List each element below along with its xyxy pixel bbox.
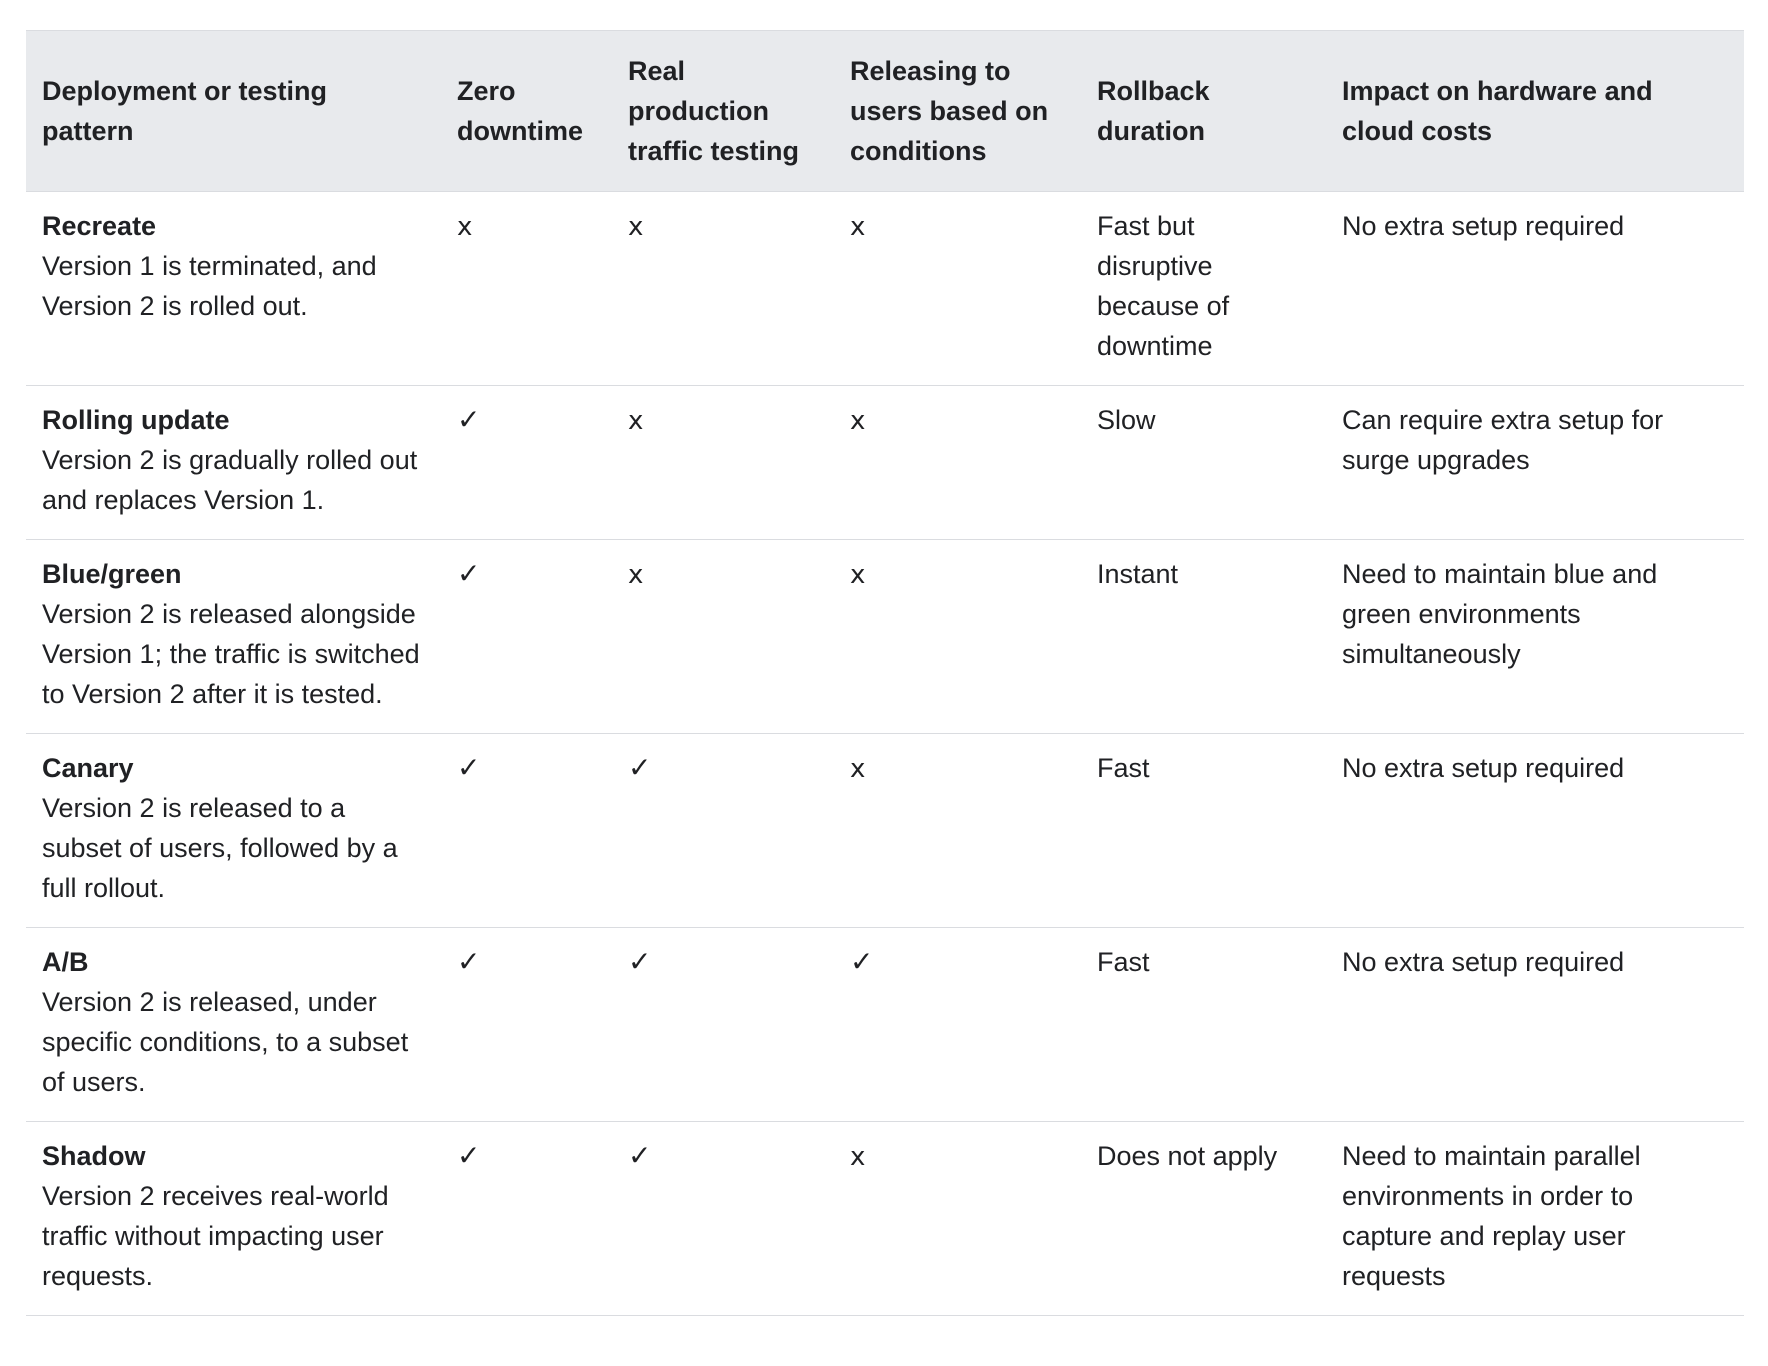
check-mark: ✓ (457, 751, 481, 784)
table-row (26, 1122, 1744, 1316)
cross-mark: x (850, 754, 866, 784)
pattern-name: Blue/green (42, 559, 182, 589)
check-mark: ✓ (457, 403, 481, 436)
rollback-cell: Fast but disruptive because of downtime (1081, 192, 1326, 386)
cost-impact-cell: Can require extra setup for surge upgrades (1326, 386, 1744, 540)
pattern-cell (26, 1122, 441, 1316)
conditional-release-cell (834, 734, 1081, 928)
cross-mark: x (628, 560, 644, 590)
pattern-name: Canary (42, 753, 134, 783)
cross-mark: x (850, 560, 866, 590)
cross-mark: x (628, 406, 644, 436)
pattern-name: Recreate (42, 211, 157, 241)
check-mark: ✓ (628, 1139, 652, 1172)
rollback-cell: Fast (1081, 734, 1326, 928)
conditional-release-cell (834, 386, 1081, 540)
pattern-description: Version 2 is released alongside Version 1; the traffic is switched to Version 2 after it is tested. (42, 599, 420, 709)
conditional-release-cell (834, 928, 1081, 1122)
cross-mark: x (628, 212, 644, 242)
conditional-release-cell (834, 192, 1081, 386)
cross-mark: x (457, 212, 473, 242)
cost-impact-cell: No extra setup required (1326, 192, 1744, 386)
cross-mark: x (850, 406, 866, 436)
conditional-release-cell (834, 540, 1081, 734)
cross-mark: x (850, 212, 866, 242)
table-row (26, 386, 1744, 540)
cost-impact-cell: No extra setup required (1326, 928, 1744, 1122)
rollback-cell: Instant (1081, 540, 1326, 734)
pattern-description: Version 1 is terminated, and Version 2 is rolled out. (42, 251, 377, 321)
zero-downtime-cell (441, 540, 612, 734)
cost-impact-cell: Need to maintain blue and green environments simultaneously (1326, 540, 1744, 734)
zero-downtime-cell (441, 734, 612, 928)
header-cost-impact: Impact on hardware and cloud costs (1326, 31, 1744, 192)
rollback-cell: Does not apply (1081, 1122, 1326, 1316)
check-mark: ✓ (628, 945, 652, 978)
check-mark: ✓ (850, 945, 874, 978)
check-mark: ✓ (457, 557, 481, 590)
table-row (26, 928, 1744, 1122)
table-row (26, 734, 1744, 928)
header-conditional-release: Releasing to users based on conditions (834, 31, 1081, 192)
table-header (26, 31, 1744, 192)
check-mark: ✓ (628, 751, 652, 784)
pattern-cell (26, 928, 441, 1122)
table-row (26, 540, 1744, 734)
check-mark: ✓ (457, 945, 481, 978)
comparison-table-container (26, 30, 1744, 1316)
real-traffic-cell (612, 928, 834, 1122)
pattern-cell (26, 540, 441, 734)
header-zero-downtime: Zero downtime (441, 31, 612, 192)
real-traffic-cell (612, 540, 834, 734)
pattern-name: Shadow (42, 1141, 146, 1171)
header-real-traffic-testing: Real production traffic testing (612, 31, 834, 192)
check-mark: ✓ (457, 1139, 481, 1172)
real-traffic-cell (612, 192, 834, 386)
real-traffic-cell (612, 386, 834, 540)
pattern-name: A/B (42, 947, 89, 977)
table-row (26, 192, 1744, 386)
table-body (26, 192, 1744, 1316)
pattern-name: Rolling update (42, 405, 230, 435)
zero-downtime-cell (441, 928, 612, 1122)
real-traffic-cell (612, 1122, 834, 1316)
cost-impact-cell: No extra setup required (1326, 734, 1744, 928)
rollback-cell: Fast (1081, 928, 1326, 1122)
zero-downtime-cell (441, 192, 612, 386)
pattern-cell (26, 192, 441, 386)
pattern-cell (26, 386, 441, 540)
zero-downtime-cell (441, 386, 612, 540)
deployment-patterns-table (26, 30, 1744, 1316)
header-pattern: Deployment or testing pattern (26, 31, 441, 192)
header-rollback-duration: Rollback duration (1081, 31, 1326, 192)
pattern-description: Version 2 is released to a subset of users, followed by a full rollout. (42, 793, 398, 903)
conditional-release-cell (834, 1122, 1081, 1316)
zero-downtime-cell (441, 1122, 612, 1316)
header-row (26, 31, 1744, 192)
rollback-cell: Slow (1081, 386, 1326, 540)
pattern-description: Version 2 is released, under specific conditions, to a subset of users. (42, 987, 409, 1097)
cost-impact-cell: Need to maintain parallel environments in order to capture and replay user requests (1326, 1122, 1744, 1316)
real-traffic-cell (612, 734, 834, 928)
pattern-description: Version 2 receives real-world traffic without impacting user requests. (42, 1181, 389, 1291)
cross-mark: x (850, 1142, 866, 1172)
pattern-cell (26, 734, 441, 928)
pattern-description: Version 2 is gradually rolled out and replaces Version 1. (42, 445, 418, 515)
